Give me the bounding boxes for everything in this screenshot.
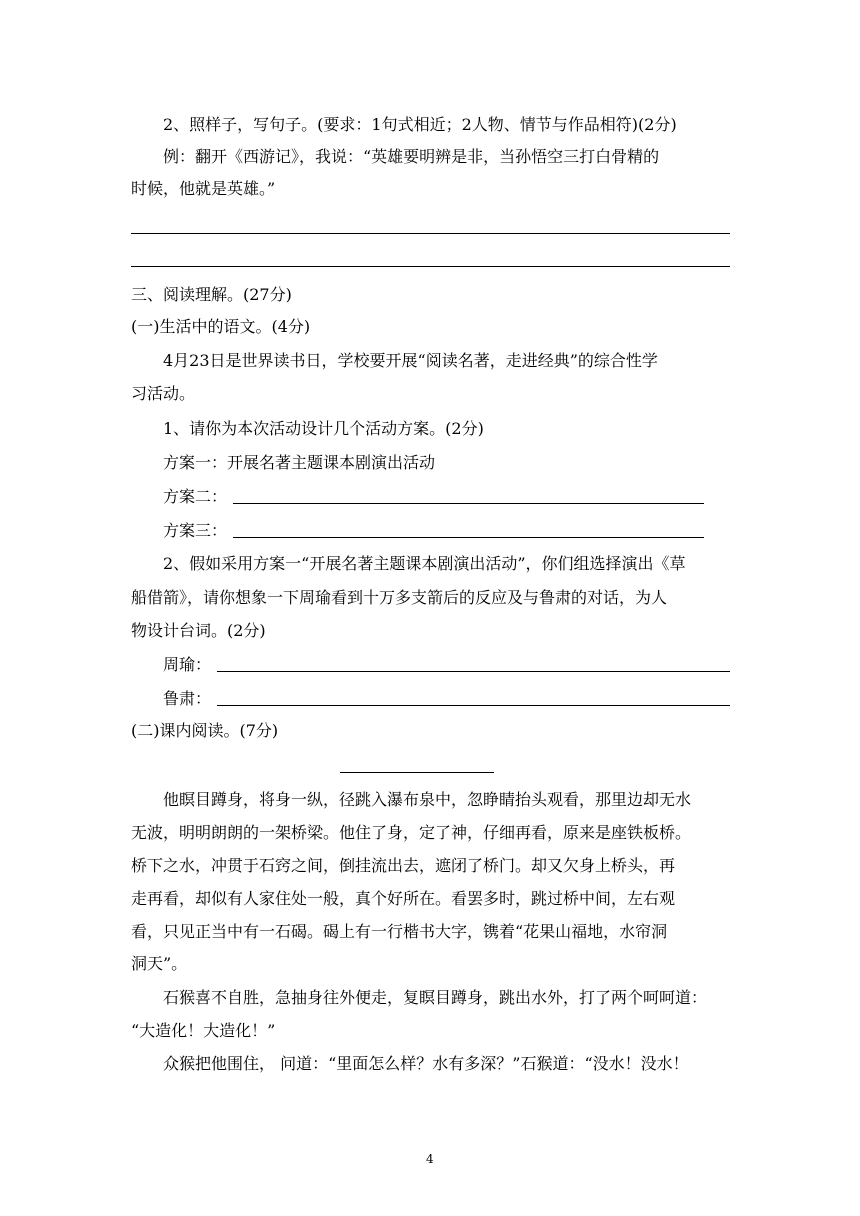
part1-q2-line2: 船借箭》，请你想象一下周瑜看到十万多支箭后的反应及与鲁肃的对话，为人 (131, 588, 668, 607)
passage-line: 走再看，却似有人家住处一般，真个好所在。看罢多时，跳过桥中间，左右观 (131, 889, 676, 908)
passage-line: 石猴喜不自胜，急抽身往外便走，复瞑目蹲身，跳出水外，打了两个呵呵道： (163, 988, 708, 1007)
q2-example-line1: 例：翻开《西游记》，我说：“英雄要明辨是非，当孙悟空三打白骨精的 (163, 147, 660, 166)
plan2-label: 方案二： (163, 487, 228, 506)
zhouyu-label: 周瑜： (163, 655, 212, 674)
passage-title-blank (340, 772, 494, 773)
part1-intro-line2: 习活动。 (131, 384, 196, 403)
plan2-answer-line (233, 503, 704, 504)
passage-line: 无波，明明朗朗的一架桥梁。他住了身，定了神，仔细再看，原来是座铁板桥。 (131, 823, 692, 842)
passage-line: 他瞑目蹲身，将身一纵，径跳入瀑布泉中，忽睁睛抬头观看，那里边却无水 (163, 790, 692, 809)
plan1: 方案一：开展名著主题课本剧演出活动 (163, 453, 436, 472)
q2-prompt: 2、照样子，写句子。(要求：1句式相近；2人物、情节与作品相符)(2分) (163, 115, 677, 134)
part1-intro-line1: 4月23日是世界读书日，学校要开展“阅读名著，走进经典”的综合性学 (163, 351, 658, 370)
zhouyu-answer-line (217, 671, 730, 672)
answer-line-1 (131, 233, 730, 234)
passage-line: 洞天”。 (131, 954, 188, 973)
q2-example-line2: 时候，他就是英雄。” (131, 179, 276, 198)
answer-line-2 (131, 266, 730, 267)
section3-title: 三、阅读理解。(27分) (131, 285, 292, 304)
part1-q1-prompt: 1、请你为本次活动设计几个活动方案。(2分) (163, 419, 484, 438)
part1-title: (一)生活中的语文。(4分) (131, 317, 311, 336)
part1-q2-line3: 物设计台词。(2分) (131, 621, 266, 640)
passage-line: 众猴把他围住， 问道：“里面怎么样？水有多深？”石猴道：“没水！没水！ (163, 1054, 689, 1073)
part2-title: (二)课内阅读。(7分) (131, 721, 279, 740)
lusu-answer-line (217, 705, 730, 706)
page-number: 4 (426, 1152, 434, 1166)
passage-line: 桥下之水，冲贯于石窍之间，倒挂流出去，遮闭了桥门。却又欠身上桥头，再 (131, 856, 676, 875)
part1-q2-line1: 2、假如采用方案一“开展名著主题课本剧演出活动”，你们组选择演出《草 (163, 554, 686, 573)
lusu-label: 鲁肃： (163, 689, 212, 708)
passage-line: “大造化！大造化！” (131, 1021, 276, 1040)
plan3-answer-line (233, 537, 704, 538)
passage-line: 看，只见正当中有一石碣。碣上有一行楷书大字，镌着“花果山福地，水帘洞 (131, 922, 668, 941)
plan3-label: 方案三： (163, 521, 228, 540)
